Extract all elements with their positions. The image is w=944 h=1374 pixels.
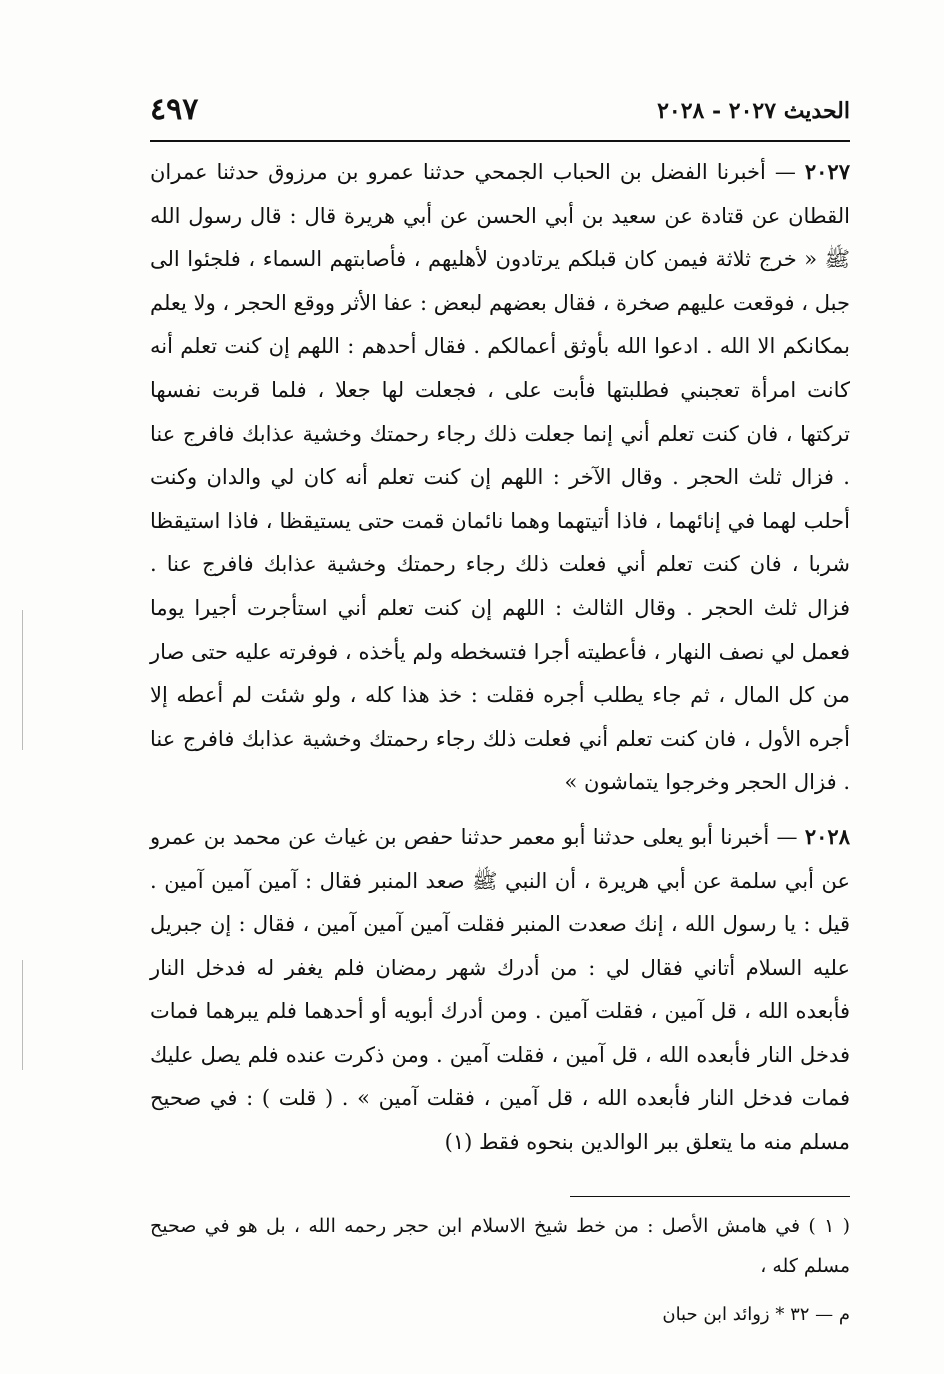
scan-margin-mark-2 [22, 960, 23, 1070]
hadith-paragraph [150, 150, 850, 805]
page-number: ٤٩٧ [150, 92, 199, 127]
hadith-paragraph [150, 815, 850, 1165]
header-rule [150, 140, 850, 142]
hadith-number: ٢٠٢٨ [804, 823, 850, 849]
footnote-rule [570, 1196, 850, 1197]
printer-signature: م — ٣٢ * زوائد ابن حبان [662, 1304, 850, 1325]
footnote [150, 1206, 850, 1286]
footnote-text: ( ١ ) في هامش الأصل : من خط شيخ الاسلام ابن حجر رحمه الله ، بل هو في صحيح مسلم كله ، [150, 1215, 850, 1277]
scan-margin-mark [22, 610, 23, 750]
main-text [150, 150, 850, 1165]
page-header [150, 92, 850, 132]
hadith-text: — أخبرنا الفضل بن الحباب الجمحي حدثنا عمرو بن مرزوق حدثنا عمران القطان عن قتادة عن سعيد بن أبي الحسن عن أبي هريرة قال : قال رسول الله ﷺ « خرج ثلاثة فيمن كان قبلكم يرتادون لأهليهم ، فأصابتهم السماء ، فلجئوا الى جبل ، فوقعت عليهم صخرة ، فقال بعضهم لبعض : عفا الأثر ووقع الحجر ، ولا يعلم بمكانكم الا الله . ادعوا الله بأوثق أعمالكم . فقال أحدهم : اللهم إن كنت تعلم أنه كانت امرأة تعجبني فطلبتها فأبت على ، فجعلت لها جعلا ، فلما قربت نفسها تركتها ، فان كنت تعلم أني إنما جعلت ذلك رجاء رحمتك وخشية عذابك فافرج عنا . فزال ثلث الحجر . وقال الآخر : اللهم إن كنت تعلم أنه كان لي والدان وكنت أحلب لهما في إنائهما ، فاذا أتيتهما وهما نائمان قمت حتى يستيقظا ، فاذا استيقظا شربا ، فان كنت تعلم أني فعلت ذلك رجاء رحمتك وخشية عذابك فافرج عنا . فزال ثلث الحجر . وقال الثالث : اللهم إن كنت تعلم أني استأجرت أجيرا يوما فعمل لي نصف النهار ، فأعطيته أجرا فتسخطه ولم يأخذه ، فوفرته عليه حتى صار من كل المال ، ثم جاء يطلب أجره فقلت : خذ هذا كله ، ولو شئت لم أعطه إلا أجره الأول ، فان كنت تعلم أني فعلت ذلك رجاء رحمتك وخشية عذابك فافرج عنا . فزال الحجر وخرجوا يتماشون » [150, 160, 850, 795]
hadith-text: — أخبرنا أبو يعلى حدثنا أبو معمر حدثنا حفص بن غياث عن محمد بن عمرو عن أبي سلمة عن أبي هريرة ، أن النبي ﷺ صعد المنبر فقال : آمين آمين آمين . قيل : يا رسول الله ، إنك صعدت المنبر فقلت آمين آمين آمين ، فقال : إن جبريل عليه السلام أتاني فقال لي : من أدرك شهر رمضان فلم يغفر له فدخل النار فأبعده الله ، قل آمين ، فقلت آمين . ومن أدرك أبويه أو أحدهما فلم يبرهما فمات فدخل النار فأبعده الله ، قل آمين ، فقلت آمين . ومن ذكرت عنده فلم يصل عليك فمات فدخل النار فأبعده الله ، قل آمين ، فقلت آمين » . ( قلت ) : في صحيح مسلم منه ما يتعلق ببر الوالدين بنحوه فقط (١) [150, 824, 850, 1155]
hadith-number: ٢٠٢٧ [804, 159, 850, 184]
running-title: الحديث ٢٠٢٧ - ٢٠٢٨ [657, 98, 850, 124]
